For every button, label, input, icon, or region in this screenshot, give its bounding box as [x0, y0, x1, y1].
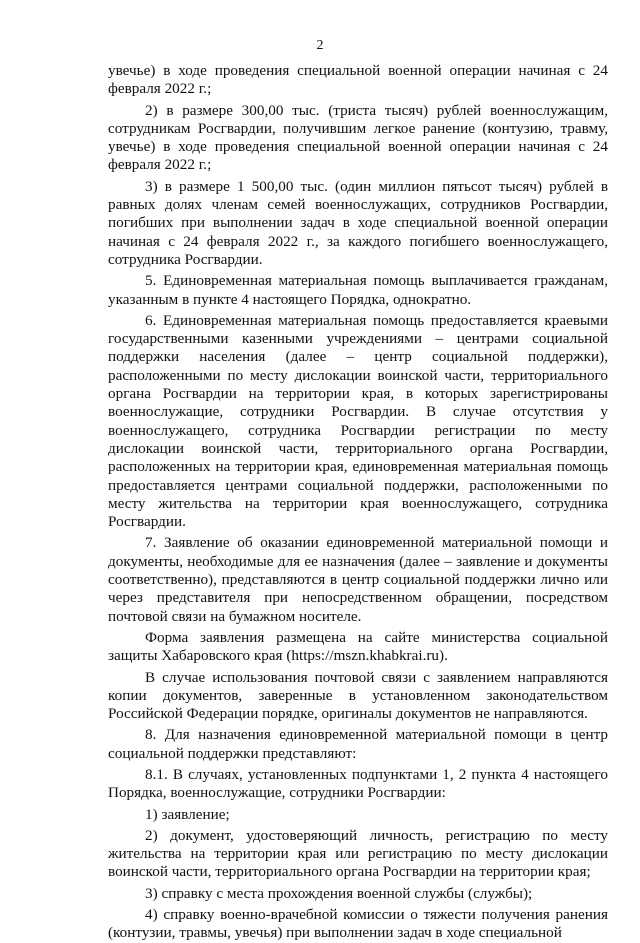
- paragraph: 7. Заявление об оказании единовременной материальной помощи и документы, необходимые для ее назначения (далее – заявление и документы соответственно), представляются в центр социальной поддержки лично или через представителя при непосредственном обращении, посредством почтовой связи на бумажном носителе.: [108, 534, 608, 625]
- paragraph: 5. Единовременная материальная помощь выплачивается гражданам, указанным в пункте 4 настоящего Порядка, однократно.: [108, 272, 608, 308]
- list-item: 2) документ, удостоверяющий личность, регистрацию по месту жительства на территории края или регистрацию по месту дислокации воинской части, территориального органа Росгвардии на территории края;: [108, 826, 608, 881]
- paragraph: 2) в размере 300,00 тыс. (триста тысяч) рублей военнослужащим, сотрудникам Росгвардии, получившим легкое ранение (контузию, травму, увечье) в ходе проведения специальной военной операции начиная с 24 февраля 2022 г.;: [108, 101, 608, 174]
- document-body: [108, 62, 608, 943]
- paragraph: увечье) в ходе проведения специальной военной операции начиная с 24 февраля 2022 г.;: [108, 62, 608, 98]
- paragraph: Форма заявления размещена на сайте министерства социальной защиты Хабаровского края (https://mszn.khabkrai.ru).: [108, 628, 608, 665]
- paragraph: 8. Для назначения единовременной материальной помощи в центр социальной поддержки представляют:: [108, 726, 608, 762]
- paragraph: В случае использования почтовой связи с заявлением направляются копии документов, заверенные в установленном законодательством Российской Федерации порядке, оригиналы документов не направляются.: [108, 668, 608, 723]
- page-number: 2: [316, 38, 324, 53]
- list-item: 4) справку военно-врачебной комиссии о тяжести получения ранения (контузии, травмы, увечья) при выполнении задач в ходе специальной: [108, 906, 608, 942]
- paragraph: 8.1. В случаях, установленных подпунктами 1, 2 пункта 4 настоящего Порядка, военнослужащие, сотрудники Росгвардии:: [108, 765, 608, 802]
- list-item: 3) справку с места прохождения военной службы (службы);: [145, 884, 533, 902]
- list-item: 1) заявление;: [145, 805, 230, 823]
- paragraph: 3) в размере 1 500,00 тыс. (один миллион пятьсот тысяч) рублей в равных долях членам семей военнослужащих, сотрудников Росгвардии, погибших при выполнении задач в ходе специальной военной операции начиная с 24 февраля 2022 г., за каждого погибшего военнослужащего, сотрудника Росгвардии.: [108, 177, 608, 268]
- paragraph: 6. Единовременная материальная помощь предоставляется краевыми государственными казенными учреждениями – центрами социальной поддержки населения (далее – центр социальной поддержки), расположенными по месту дислокации воинской части, территориального органа Росгвардии на территории края, в которых зарегистрированы военнослужащие, сотрудники Росгвардии. В случае отсутствия у военнослужащего, сотрудника Росгвардии регистрации по месту дислокации воинской части, территориального органа Росгвардии, расположенных на территории края, единовременная материальная помощь предоставляется центрами социальной поддержки, расположенными по месту жительства на территории края военнослужащего, сотрудника Росгвардии.: [108, 311, 608, 531]
